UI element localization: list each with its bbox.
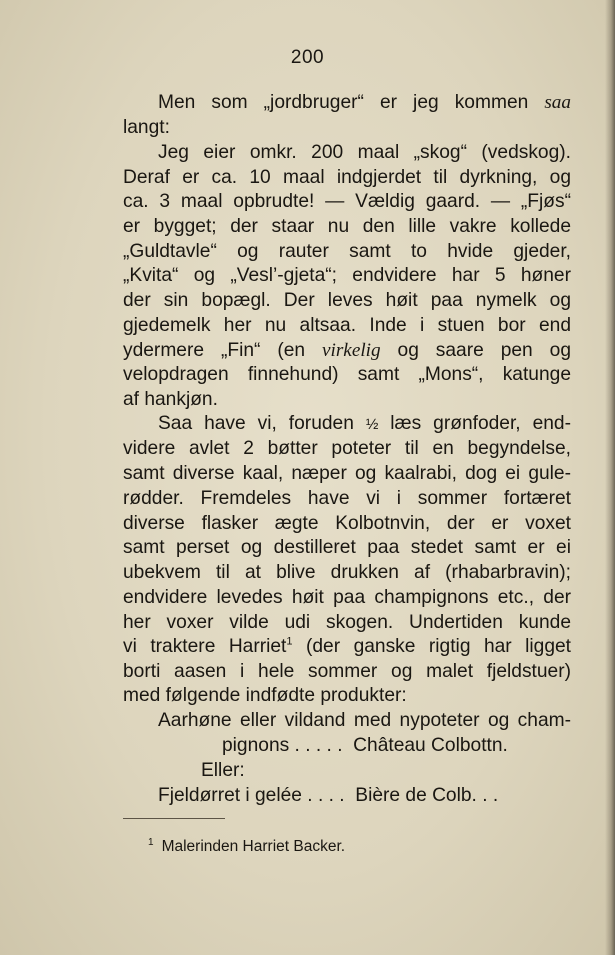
page-edge-shadow	[605, 0, 615, 955]
text-line: endvidere levedes høit paa champignons etc., der	[123, 587, 571, 608]
text-line	[158, 90, 571, 115]
text-line: her voxer vilde udi skogen. Undertiden kunde	[123, 612, 571, 633]
text-line: diverse flasker ægte Kolbotnvin, der er voxet	[123, 513, 571, 534]
text-line: Deraf er ca. 10 maal indgjerdet til dyrkning, og	[123, 167, 571, 188]
italic-word: virkelig	[321, 340, 381, 361]
italic-word: saa	[544, 92, 571, 113]
text-span: læs grønfoder, end-	[378, 413, 571, 434]
text-line	[123, 634, 571, 659]
text-line	[158, 411, 571, 437]
menu-line: Fjeldørret i gelée . . . . Bière de Colb. . .	[158, 785, 499, 806]
text-line: af hankjøn.	[123, 389, 218, 410]
text-span: Men som „jordbruger“ er jeg kommen	[158, 92, 545, 113]
text-line: samt perset og destilleret paa stedet samt er ei	[123, 537, 571, 558]
menu-line: Aarhøne eller vildand med nypoteter og cham-	[158, 710, 571, 731]
text-span: Saa have vi, foruden	[158, 413, 366, 434]
text-line	[123, 338, 571, 363]
text-line: ubekvem til at blive drukken af (rhabarbravin);	[123, 562, 571, 583]
text-line: med følgende indfødte produkter:	[123, 685, 407, 706]
footnote-rule	[123, 818, 225, 819]
menu-line: pignons . . . . . Château Colbottn.	[222, 735, 508, 756]
page-number: 200	[290, 47, 325, 68]
text-span: og saare pen og	[380, 340, 571, 361]
text-line: er bygget; der staar nu den lille vakre kollede	[123, 216, 571, 237]
footnote-reference: 1	[286, 635, 293, 648]
text-line: borti aasen i hele sommer og malet fjeldstuer)	[123, 661, 571, 682]
text-line: „Guldtavle“ og rauter samt to hvide gjeder,	[123, 241, 571, 262]
menu-divider-text: Eller:	[201, 760, 245, 781]
text-span: ydermere „Fin“ (en	[123, 340, 322, 361]
text-line: velopdragen finnehund) samt „Mons“, katunge	[123, 364, 571, 385]
text-line: videre avlet 2 bøtter poteter til en begyndelse,	[123, 438, 571, 459]
text-line: samt diverse kaal, næper og kaalrabi, dog ei gule-	[123, 463, 571, 484]
text-line: gjedemelk her nu altsaa. Inde i stuen bor end	[123, 315, 571, 336]
text-line: der sin bopægl. Der leves høit paa nymelk og	[123, 290, 571, 311]
footnote	[148, 838, 345, 856]
footnote-text: Malerinden Harriet Backer.	[161, 838, 346, 855]
footnote-mark: 1	[148, 836, 154, 848]
text-line: langt:	[123, 117, 170, 138]
text-span: (der ganske rigtig har ligget	[292, 636, 572, 657]
text-line: „Kvita“ og „Vesl’-gjeta“; endvidere har 5 høner	[123, 265, 571, 286]
fraction: ½	[365, 416, 379, 433]
text-line: Jeg eier omkr. 200 maal „skog“ (vedskog).	[158, 142, 571, 163]
text-line: ca. 3 maal opbrudte! — Vældig gaard. — „Fjøs“	[123, 191, 571, 212]
text-span: vi traktere Harriet	[123, 636, 287, 657]
text-line: rødder. Fremdeles have vi i sommer fortæret	[123, 488, 571, 509]
